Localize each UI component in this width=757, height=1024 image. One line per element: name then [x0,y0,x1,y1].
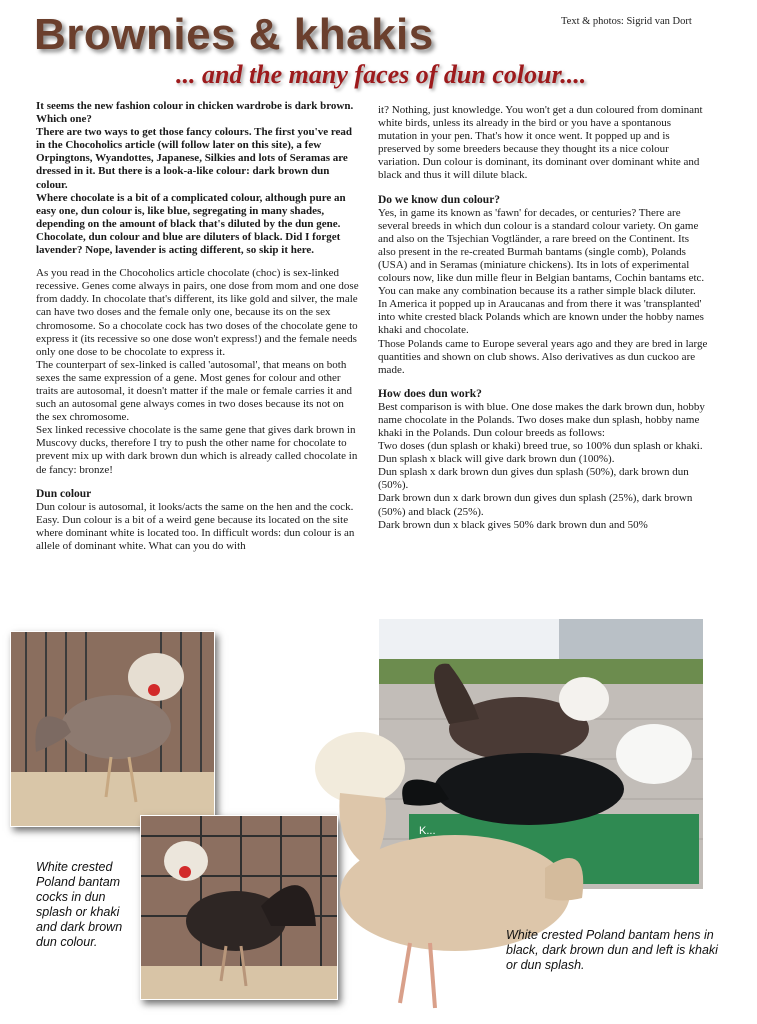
intro-paragraph: There are two ways to get those fancy colours. The first you've read in the Chocoholics article (will follow later on this site), a few Orpingtons, Wyandottes, Japanese, Silkies and lots of Seramas are dressed in it. But there is a look-a-like colour: dark brown dun colour. [36,126,353,191]
section-heading-how-dun-works: How does dun work? [378,387,482,400]
article-subtitle: ... and the many faces of dun colour.... [176,60,587,89]
caption-hens: White crested Poland bantam hens in black, dark brown dun and left is khaki or dun splash. [506,928,718,972]
section-heading-dun-colour: Dun colour [36,487,92,500]
article-title: Brownies & khakis [34,10,434,59]
left-column [36,100,360,553]
right-column [378,104,708,532]
body-paragraph: Dun splash x black will give dark brown dun (100%). [378,453,615,466]
photo-khaki-hen [300,728,590,1018]
body-paragraph: Dun colour is autosomal, it looks/acts the same on the hen and the cock. Easy. Dun colour is a bit of a weird gene because its located on the site where dominant white is located too. In difficult words: dun colour is an allele of dominant white. What can you do with [36,500,355,552]
body-paragraph: Best comparison is with blue. One dose makes the dark brown dun, hobby name chocolate in the Polands. Two doses make dun splash, hobby name khaki in the Polands. Dun colour breeds as follows: [378,400,705,439]
crate-label-line: K... [419,825,436,837]
photo-credit: Text & photos: Sigrid van Dort [561,16,692,27]
intro-paragraph: It seems the new fashion colour in chicken wardrobe is dark brown. Which one? [36,100,354,126]
body-paragraph: Those Polands came to Europe several years ago and they are bred in large quantities and shown on club shows. Also derivatives as dun cuckoo are made. [378,337,708,376]
body-paragraph: Sex linked recessive chocolate is the same gene that gives dark brown in Muscovy ducks, therefore I try to push the other name for chocolate to prevent mix up with dark brown dun which is already called chocolate in de fancy: bronze! [36,424,358,476]
intro-paragraph: Chocolate, dun colour and blue are diluters of black. Did I forget lavender? Nope, lavender is acting different, so skip it here. [36,230,341,257]
body-paragraph: Dark brown dun x black gives 50% dark brown dun and 50% [378,518,648,531]
caption-cocks: White crested Poland bantam cocks in dun splash or khaki and dark brown dun colour. [36,860,123,949]
body-paragraph: Dun splash x dark brown dun gives dun splash (50%), dark brown dun (50%). [378,466,689,492]
body-paragraph: In America it popped up in Araucanas and from there it was 'transplanted' into white crested black Polands which are known under the hobby names khaki and chocolate. [378,298,704,337]
body-paragraph: The counterpart of sex-linked is called 'autosomal', that means on both sexes the same expression of a gene. Most genes for colour and other traits are autosomal, it doesn't matter if the male or female carries it and such an autosomal gene always comes in two doses because its not on the sex chromosome. [36,358,352,424]
body-paragraph: As you read in the Chocoholics article chocolate (choc) is sex-linked recessive. Genes come always in pairs, one dose from mom and one dose from daddy. In chocolate that's different, its like gold and silver, the male can have two doses and the female only one, because its on the sex chromosome. So a chocolate cock has two doses of the chocolate gene to express it (its recessive so one dose won't express!) and the female needs only one dose to be chocolate to express it. [36,267,359,358]
section-heading-know-dun: Do we know dun colour? [378,193,501,206]
body-paragraph: Two doses (dun splash or khaki) breed true, so 100% dun splash or khaki. [378,440,703,453]
body-paragraph: Dark brown dun x dark brown dun gives dun splash (25%), dark brown (50%) and black (25%). [378,492,693,518]
body-paragraph: it? Nothing, just knowledge. You won't get a dun coloured from dominant white birds, unless its already in the bird or you have a spontanous mutation in your pen. That's how it once went. It popped up and is preserved by some breeders because they thought its a nice colour variation. Dun colour is dominant, its dominant over dominant white and black and thus it will dilute black. [378,104,703,182]
body-paragraph: Yes, in game its known as 'fawn' for decades, or centuries? There are several breeds in which dun colour is a standard colour variety. On game and also on the Tsjechian Vogtländer, a rare breed on the Continent. Its also present in the re-created Burmah bantams (single comb), Polands (USA) and in Seramas (miniature chickens). Its in lots of experimental colours now, like dun mille fleur in Belgian bantams, Cochin bantams etc. You can make any combination because its a rather simple black diluter. [378,206,705,298]
intro-paragraph: Where chocolate is a bit of a complicated colour, although pure an easy one, dun colour is, like blue, segregating in many shades, depending on the amount of black that's diluted by the dun gene. [36,191,346,230]
photo-khaki-cock [10,631,215,827]
